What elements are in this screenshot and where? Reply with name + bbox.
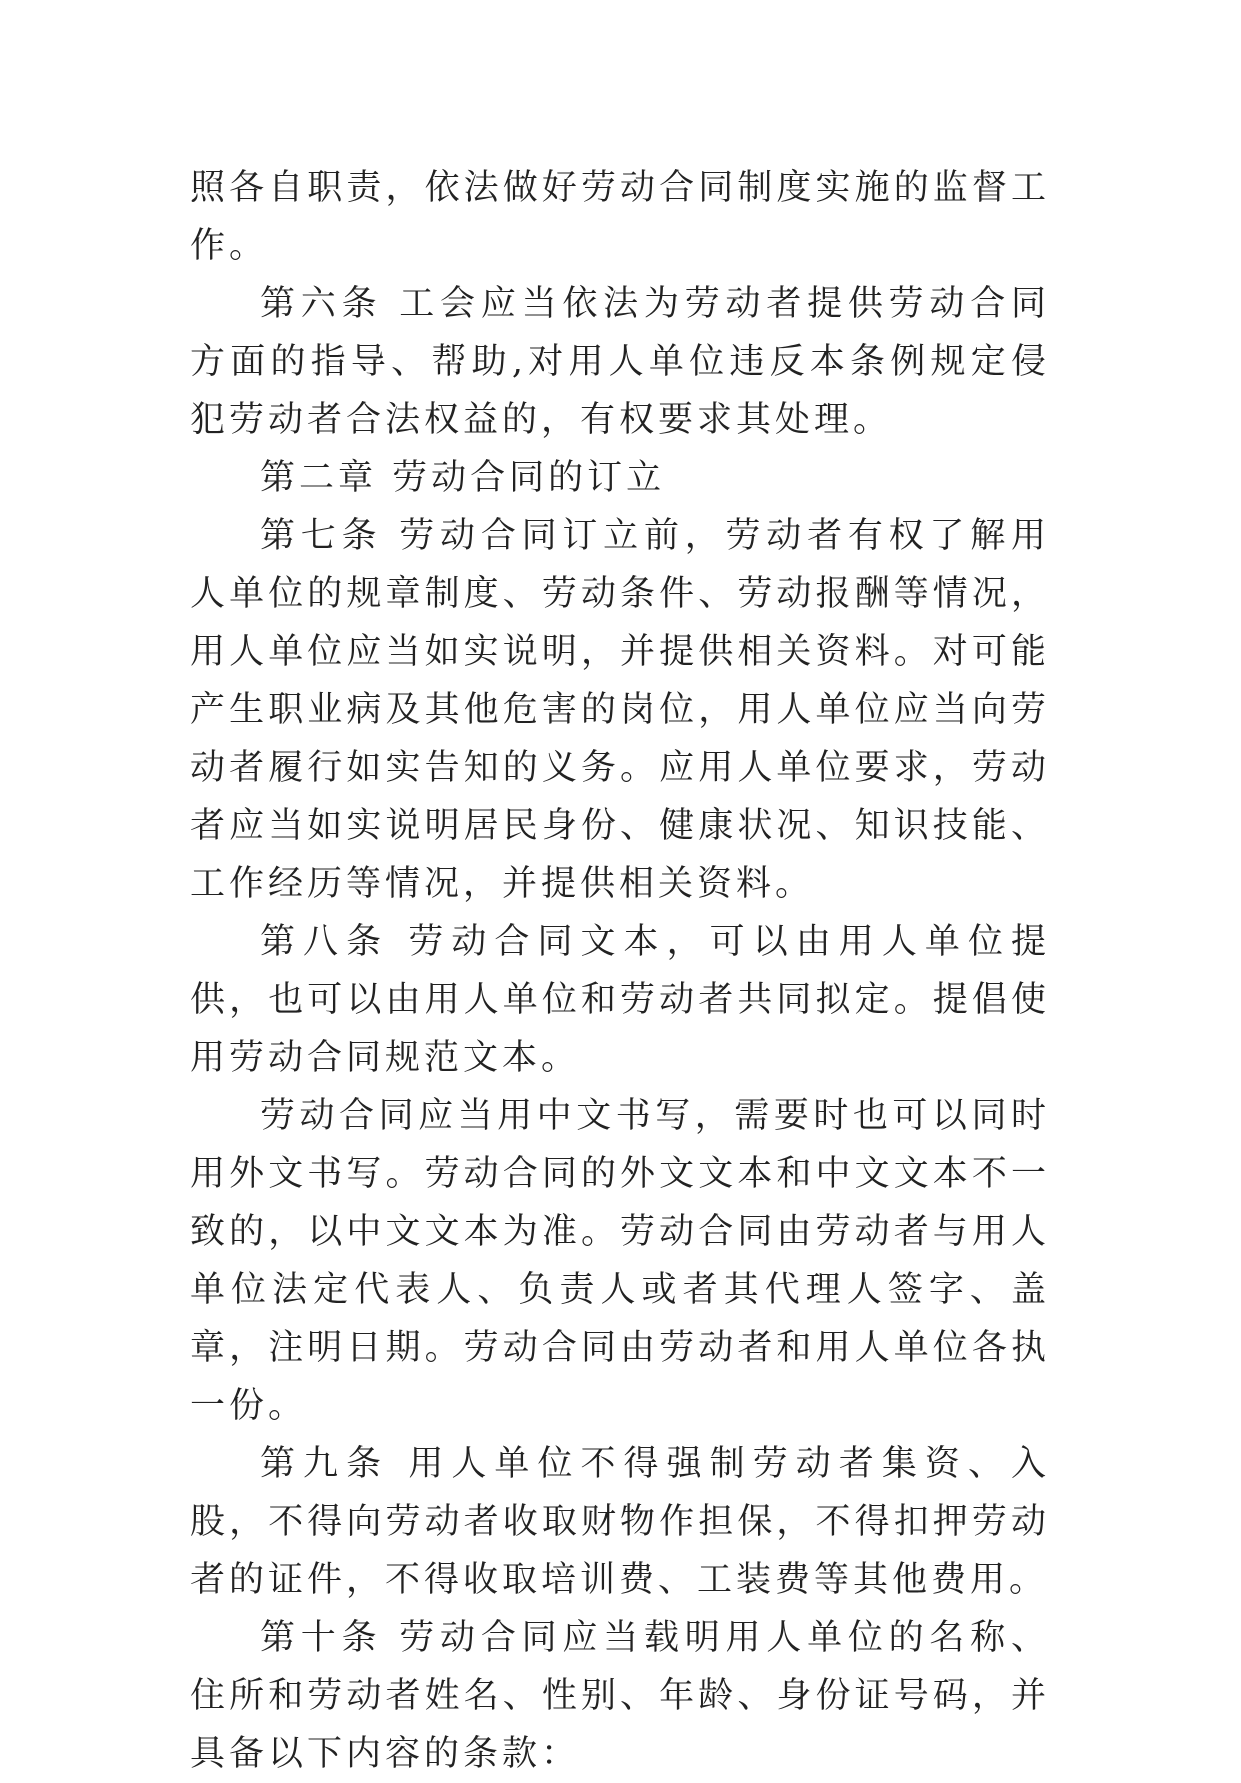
article-10-paragraph: 第十条 劳动合同应当载明用人单位的名称、住所和劳动者姓名、性别、年龄、身份证号码，并具备以下内容的条款： bbox=[190, 1618, 1050, 1774]
article-8-paragraph: 第八条 劳动合同文本，可以由用人单位提供，也可以由用人单位和劳动者共同拟定。提倡使用劳动合同规范文本。 bbox=[190, 922, 1050, 1078]
article-7-paragraph: 第七条 劳动合同订立前，劳动者有权了解用人单位的规章制度、劳动条件、劳动报酬等情况，用人单位应当如实说明，并提供相关资料。对可能产生职业病及其他危害的岗位，用人单位应当向劳动者履行如实告知的义务。应用人单位要求，劳动者应当如实说明居民身份、健康状况、知识技能、工作经历等情况，并提供相关资料。 bbox=[190, 516, 1050, 904]
article-6-paragraph: 第六条 工会应当依法为劳动者提供劳动合同方面的指导、帮助,对用人单位违反本条例规定侵犯劳动者合法权益的，有权要求其处理。 bbox=[190, 284, 1050, 440]
document-body bbox=[190, 159, 1050, 1783]
article-8-language-paragraph: 劳动合同应当用中文书写，需要时也可以同时用外文书写。劳动合同的外文文本和中文文本不一致的，以中文文本为准。劳动合同由劳动者与用人单位法定代表人、负责人或者其代理人签字、盖章，注明日期。劳动合同由劳动者和用人单位各执一份。 bbox=[190, 1096, 1050, 1426]
article-9-paragraph: 第九条 用人单位不得强制劳动者集资、入股，不得向劳动者收取财物作担保，不得扣押劳动者的证件，不得收取培训费、工装费等其他费用。 bbox=[190, 1444, 1050, 1600]
chapter-2-heading: 第二章 劳动合同的订立 bbox=[260, 458, 666, 498]
continuation-paragraph: 照各自职责，依法做好劳动合同制度实施的监督工作。 bbox=[190, 168, 1050, 266]
